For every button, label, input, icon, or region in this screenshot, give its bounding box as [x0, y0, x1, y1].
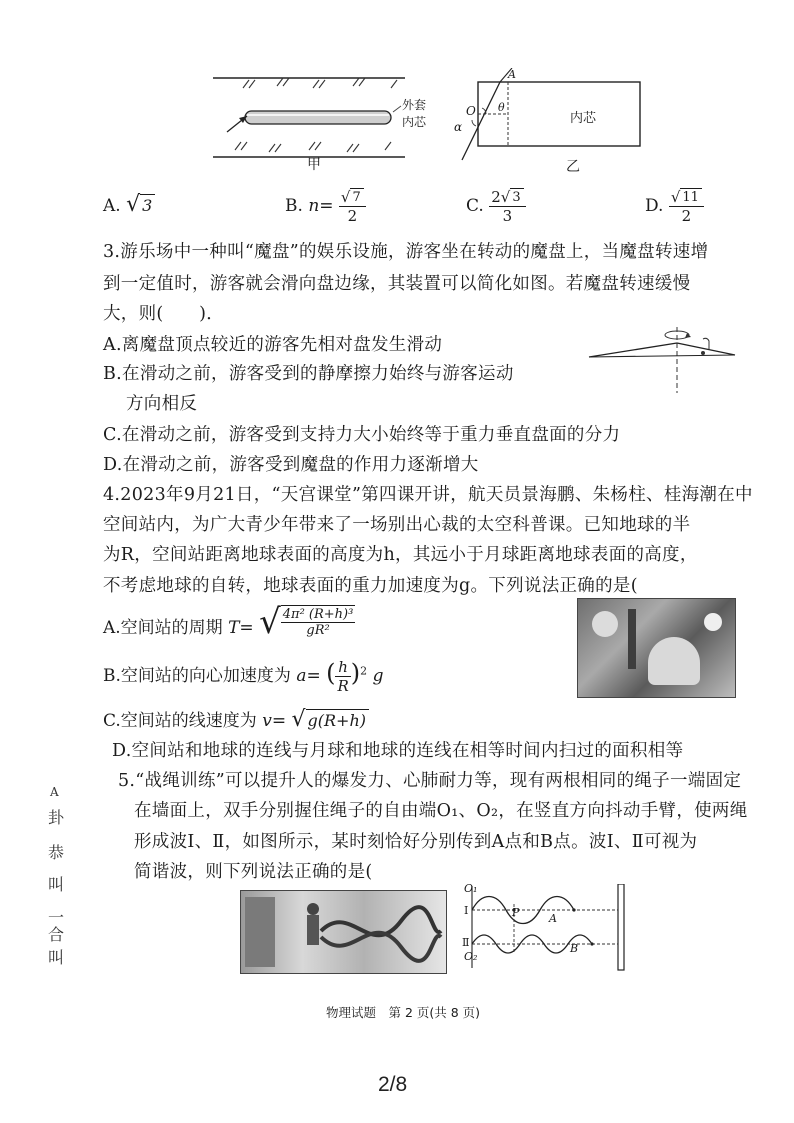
wave-label-I: Ⅰ [464, 904, 469, 917]
margin-char: A [50, 785, 59, 799]
label-neixin: 内芯 [402, 115, 427, 129]
wave-label-II: Ⅱ [462, 936, 470, 949]
q3-option-c: C.在滑动之前，游客受到支持力大小始终等于重力垂直盘面的分力 [103, 425, 621, 445]
label-O: O [466, 104, 476, 118]
q3-line2: 到一定值时，游客就会滑向盘边缘，其装置可以简化如图。若魔盘转速缓慢 [103, 274, 691, 294]
q2-option-c: C. 2 √ 3 3 [466, 188, 526, 225]
q4-line2: 空间站内，为广大青少年带来了一场别出心裁的太空科普课。已知地球的半 [103, 515, 691, 535]
q4-option-a: A.空间站的周期 T= √ $\frac{\text{4π² (R+h)³}}{\text{gR²}}$ [103, 602, 354, 642]
label-alpha: α [454, 120, 463, 134]
fiber-figure-yi [448, 68, 648, 168]
q2-option-d: D. √ 11 2 [645, 188, 704, 225]
label-neixin-box: 内芯 [570, 111, 597, 126]
q4-option-b: B.空间站的向心加速度为 a= ( $\frac{h}{R}$ )$^2$ g [103, 658, 384, 695]
space-station-photo [577, 598, 736, 698]
label-A-top: A [508, 68, 516, 81]
q3-line1: 3.游乐场中一种叫“魔盘”的娱乐设施，游客坐在转动的魔盘上，当魔盘转速增 [103, 242, 709, 262]
wave-label-B: B [570, 942, 579, 955]
q5-line2: 在墙面上，双手分别握住绳子的自由端O₁、O₂，在竖直方向抖动手臂，使两绳 [134, 801, 748, 821]
wave-diagram [462, 884, 632, 972]
label-jia: 甲 [307, 157, 321, 173]
wave-label-P: P [512, 906, 520, 919]
q5-line1: 5.“战绳训练”可以提升人的爆发力、心肺耐力等，现有两根相同的绳子一端固定 [118, 771, 742, 791]
q5-line4: 简谐波，则下列说法正确的是( [134, 862, 373, 882]
wave-label-O2: O₂ [464, 950, 478, 963]
q4-option-c: C.空间站的线速度为 v= √ g(R+h) [103, 706, 369, 731]
q3-line3: 大，则( )． [103, 304, 225, 324]
q3-option-b-line1: B.在滑动之前，游客受到的静摩擦力始终与游客运动 [103, 364, 514, 384]
q3-option-d: D.在滑动之前，游客受到魔盘的作用力逐渐增大 [103, 455, 479, 475]
q4-line3: 为R，空间站距离地球表面的高度为h，其远小于月球距离地球表面的高度， [103, 545, 698, 565]
label-theta: θ [498, 101, 505, 114]
q4-line1: 4.2023年9月21日，“天宫课堂”第四课开讲，航天员景海鹏、朱杨柱、桂海潮在中 [103, 485, 753, 505]
q3-option-b-line2: 方向相反 [126, 394, 198, 414]
q2-option-b: B. n= √ 7 2 [285, 188, 366, 225]
q3-option-a: A.离魔盘顶点较近的游客先相对盘发生滑动 [103, 335, 443, 355]
label-yi: 乙 [566, 159, 580, 175]
margin-char: 叫 [48, 948, 65, 967]
margin-char: 一 [48, 908, 65, 927]
margin-char: 卦 [48, 808, 65, 827]
q2-option-a: A. √ 3 [103, 194, 155, 216]
q5-line3: 形成波Ⅰ、Ⅱ，如图所示，某时刻恰好分别传到A点和B点。波Ⅰ、Ⅱ可视为 [134, 832, 698, 852]
page-footer: 物理试题 第 2 页(共 8 页) [326, 1005, 481, 1020]
margin-char: 叫 [48, 875, 65, 894]
q4-option-d: D.空间站和地球的连线与月球和地球的连线在相等时间内扫过的面积相等 [112, 741, 684, 761]
margin-char: 恭 [48, 843, 65, 862]
battle-rope-photo [240, 890, 447, 974]
margin-char: 合 [48, 925, 65, 944]
magic-disc-figure [585, 325, 745, 395]
label-waitao: 外套 [402, 98, 427, 112]
q4-line4: 不考虑地球的自转，地球表面的重力加速度为g。下列说法正确的是( [103, 576, 638, 596]
page-indicator: 2/8 [378, 1073, 408, 1096]
wave-label-A: A [549, 912, 557, 925]
wave-label-O1: O₁ [464, 882, 478, 895]
